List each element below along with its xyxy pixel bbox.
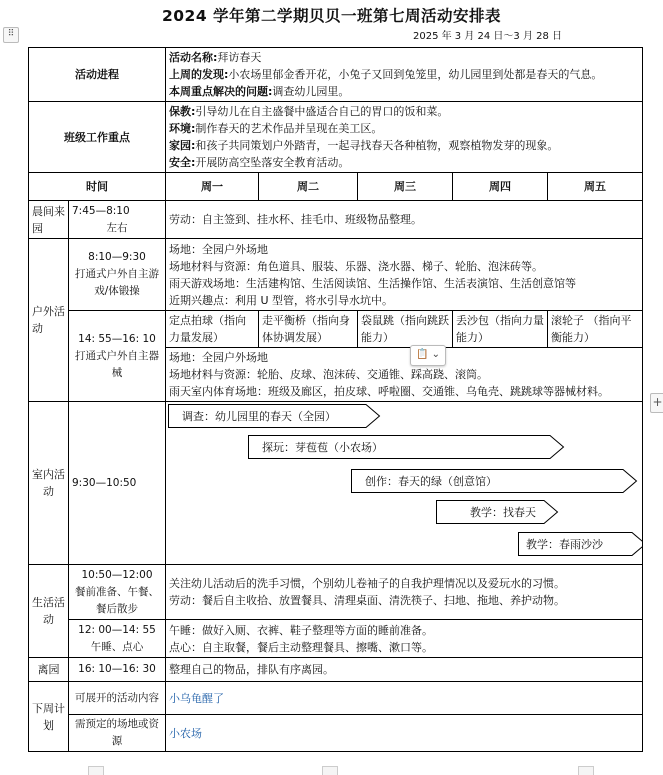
leave-label: 离园 [29,658,69,682]
meal-name: 餐前准备、午餐、餐后散步 [75,585,159,615]
arrival-content: 劳动：自主签到、挂水杯、挂毛巾、班级物品整理。 [166,201,643,239]
paste-options-icon[interactable]: 📋 ⌄ [410,345,446,366]
arrival-time-note: 左右 [106,221,128,234]
indoor-label: 室内活动 [29,402,69,565]
last-week-findings: 小农场里郁金香开花，小兔子又回到兔笼里，幼儿园里到处都是春天的气息。 [228,68,603,81]
content-line: 场地材料与资源：轮胎、皮球、泡沫砖、交通锥、踩高跷、滚筒。 [169,368,488,381]
indoor-gantt-cell [166,402,643,565]
activity-name: 拜访春天 [217,51,262,64]
nap-time [69,620,166,658]
nap-content [166,620,643,658]
outdoor-afternoon-time [69,311,166,402]
outdoor-morning-content [166,239,643,311]
focus-key: 保教: [169,105,196,118]
add-column-icon[interactable]: + [650,393,663,413]
focus-value: 引导幼儿在自主盛餐中盛适合自己的胃口的饭和菜。 [195,105,449,118]
focus-key: 安全: [169,156,196,169]
focus-value: 制作春天的艺术作品并呈现在美工区。 [195,122,383,135]
indoor-gantt [166,402,642,557]
gantt-label: 教学：春雨沙沙 [526,538,603,551]
focus-value: 和孩子共同策划户外踏青，一起寻找春天各种植物，观察植物发芽的现象。 [195,139,559,152]
content-line: 劳动：餐后自主收拾、放置餐具、清理桌面、清洗筷子、扫地、拖地、养护动物。 [169,594,565,607]
outdoor-label: 户外活动 [29,239,69,402]
leave-content: 整理自己的物品，排队有序离园。 [166,658,643,682]
page-title: 2024 学年第二学期贝贝一班第七周活动安排表 [161,7,502,25]
next-week-row1-label: 可展开的活动内容 [69,682,166,715]
day-header: 周四 [453,173,548,201]
outdoor-morning-time [69,239,166,311]
meal-time-range: 10:50—12:00 [81,568,153,581]
focus-key: 环境: [169,122,196,135]
gantt-arrow [351,469,637,493]
sport-cell: 丢沙包（指向力量能力） [453,311,548,348]
day-header: 周二 [259,173,358,201]
meal-time [69,565,166,620]
day-header: 周一 [166,173,259,201]
time-header: 时间 [29,173,166,201]
day-header: 周三 [358,173,453,201]
content-line: 场地：全园户外场地 [169,351,268,364]
content-line: 关注幼儿活动后的洗手习惯，个别幼儿卷袖子的自我护理情况以及爱玩水的习惯。 [169,577,565,590]
content-line: 雨天室内体育场地：班级及廊区，拍皮球、呼啦圈、交通锥、乌龟壳、跳跳球等器械材料。 [169,385,609,398]
progress-content [166,48,643,102]
sport-cell: 袋鼠跳（指向跳跃能力） [358,311,453,348]
meal-content [166,565,643,620]
next-week-resource[interactable]: 小农场 [166,715,643,752]
sport-cell: 滚轮子 （指向平衡能力） [548,311,643,348]
outdoor-afternoon-range: 14: 55—16: 10 [78,332,156,345]
next-week-activity[interactable]: 小乌龟醒了 [166,682,643,715]
last-week-key: 上周的发现: [169,68,229,81]
arrival-time-range: 7:45—8:10 [72,204,130,217]
content-line: 点心：自主取餐，餐后主动整理餐具、擦嘴、漱口等。 [169,640,433,654]
day-header: 周五 [548,173,643,201]
content-line: 午睡：做好入厕、衣裤、鞋子整理等方面的睡前准备。 [169,623,433,637]
indoor-time: 9:30—10:50 [69,402,166,565]
key-problem: 调查幼儿园里。 [272,85,350,98]
gantt-arrow [168,404,380,428]
arrival-label: 晨间来园 [29,201,69,239]
key-problem-key: 本周重点解决的问题: [169,85,273,98]
outdoor-afternoon-name: 打通式户外自主器械 [75,349,159,379]
focus-label: 班级工作重点 [29,102,166,173]
schedule-table [28,47,643,752]
content-line: 场地：全园户外场地 [169,242,268,256]
sport-cell: 定点拍球（指向力量发展） [166,311,259,348]
gantt-arrow [436,500,558,524]
gantt-label: 教学：找春天 [470,506,536,519]
gantt-label: 探玩：芽苞苞（小农场） [262,441,383,454]
outdoor-morning-range: 8:10—9:30 [88,251,146,263]
next-week-label: 下周计划 [29,682,69,752]
leave-time: 16: 10—16: 30 [69,658,166,682]
activity-name-key: 活动名称: [169,51,218,64]
gantt-arrow [518,532,643,556]
date-range: 2025 年 3 月 24 日～3 月 28 日 [413,31,563,42]
nap-time-range: 12: 00—14: 55 [78,623,156,636]
next-week-row2-label: 需预定的场地或资源 [69,715,166,752]
focus-content [166,102,643,173]
life-label: 生活活动 [29,565,69,658]
table-move-handle-icon[interactable]: ⠿ [3,27,19,43]
outdoor-afternoon-content [166,348,643,402]
content-line: 近期兴趣点：利用 U 型管，将水引导水坑中。 [169,293,394,307]
gantt-label: 调查：幼儿园里的春天（全园） [182,410,336,423]
nap-name: 午睡、点心 [90,640,144,653]
progress-label: 活动进程 [29,48,166,102]
content-line: 场地材料与资源：角色道具、服装、乐器、浇水器、梯子、轮胎、泡沫砖等。 [169,259,543,273]
arrival-time [69,201,166,239]
content-line: 雨天游戏场地：生活建构馆、生活阅读馆、生活操作馆、生活表演馆、生活创意馆等 [169,276,576,290]
sport-cell: 走平衡桥（指向身体协调发展） [259,311,358,348]
outdoor-morning-name: 打通式户外自主游戏/体锻操 [75,268,159,297]
focus-value: 开展防高空坠落安全教育活动。 [195,156,350,169]
focus-key: 家园: [169,139,196,152]
gantt-arrow [248,435,564,459]
gantt-label: 创作：春天的绿（创意馆） [365,475,497,488]
